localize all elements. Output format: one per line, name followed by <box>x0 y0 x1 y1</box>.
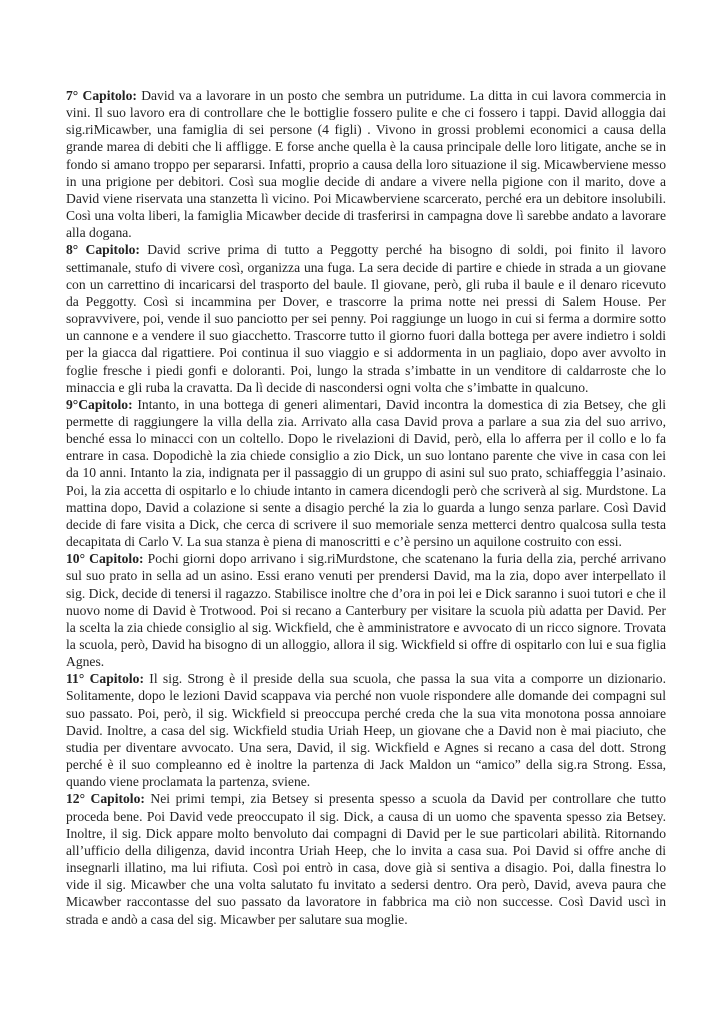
chapter-12-text: Nei primi tempi, zia Betsey si presenta spesso a scuola da David per controllare che tutto proceda bene. Poi David vede preoccupato il sig. Dick, a causa di un uomo che spaventa spesso zia Betsey. Inoltre, il sig. Dick appare molto benvoluto dai compagni di David per le sue particolari abilità. Ritornando all’ufficio della diligenza, david incontra Uriah Heep, che lo invita a casa sua. Poi David si offre anche di insegnarli illatino, ma lui rifiuta. Così poi entrò in casa, dove già si sentiva a disagio. Poi, dalla finestra lo vide il sig. Micawber che una volta salutato fu invitato a sedersi dentro. Ora però, David, aveva paura che Micawber raccontasse del suo passato da lavoratore in fabbrica ma ciò non successe. Così David uscì in strada e andò a casa del sig. Micawber per salutare sua moglie. <box>66 791 666 927</box>
document-page <box>66 87 666 928</box>
chapter-10-title: 10° Capitolo: <box>66 551 144 567</box>
chapter-7 <box>66 87 666 241</box>
chapter-9-text: Intanto, in una bottega di generi alimentari, David incontra la domestica di zia Betsey, che gli permette di raggiungere la villa della zia. Arrivato alla casa David prova a parlare a sua zia del suo arrivo, benché essa lo minacci con un coltello. Dopo le rivelazioni di David, però, ella lo afferra per il collo e lo fa entrare in casa. Dopodichè la zia chiede consiglio a zio Dick, un suo lontano parente che vive in casa con lei da 10 anni. Intanto la zia, indignata per il passaggio di un gruppo di asini sul suo prato, schiaffeggia l’asinaio. Poi, la zia accetta di ospitarlo e lo chiude intanto in camera dicendogli però che scriverà al sig. Murdstone. La mattina dopo, David a colazione si sente a disagio perché la zia lo guarda a lungo senza parlare. Così David decide di fare visita a Dick, che cerca di scrivere il suo memoriale senza metterci dentro qualcosa sulla testa decapitata di Carlo V. La sua stanza è piena di manoscritti e c’è persino un aquilone costruito con essi. <box>66 396 666 550</box>
chapter-10 <box>66 550 666 670</box>
chapter-9-title: 9°Capitolo: <box>66 396 133 412</box>
chapter-7-title: 7° Capitolo: <box>66 88 137 103</box>
chapter-10-text: Pochi giorni dopo arrivano i sig.riMurdstone, che scatenano la furia della zia, perché arrivano sul suo prato in sella ad un asino. Essi erano venuti per prendersi David, ma la zia, dopo aver interpellato il sig. Dick, decide di tenersi il ragazzo. Stabilisce inoltre che d’ora in poi lei e Dick saranno i suoi tutori e che il nuovo nome di David è Trotwood. Poi si recano a Canterbury per visitare la scuola più adatta per David. Per la scelta la zia chiede consiglio al sig. Wickfield, che è amministratore e avvocato di un ricco signore. Trovata la scuola, però, David ha bisogno di un alloggio, allora il sig. Wickfield si offre di ospitarlo con lui e sua figlia Agnes. <box>66 551 666 670</box>
chapter-12 <box>66 790 666 927</box>
chapter-11-text: Il sig. Strong è il preside della sua scuola, che passa la sua vita a comporre un dizionario. Solitamente, dopo le lezioni David scappava via perché non vuole rispondere alle domande dei compagni sul suo passato. Poi, però, il sig. Wickfield si preoccupa perché creda che la sua vita monotona possa annoiare David. Inoltre, a casa del sig. Wickfield studia Uriah Heep, un giovane che a David non è mai piaciuto, che studia per diventare avvocato. Una sera, David, il sig. Wickfield e Agnes si recano a casa del dott. Strong perché è il suo compleanno ed è inoltre la partenza di Jack Maldon un “amico” della sig.ra Strong. Essa, quando viene proclamata la partenza, sviene. <box>66 671 666 790</box>
chapter-9 <box>66 396 666 550</box>
chapter-12-title: 12° Capitolo: <box>66 791 145 807</box>
chapter-7-text: David va a lavorare in un posto che sembra un putridume. La ditta in cui lavora commercia in vini. Il suo lavoro era di controllare che le bottiglie fossero pulite e che ci fossero i tappi. David alloggia dai sig.riMicawber, una famiglia di sei persone (4 figli) . Vivono in grossi problemi economici a causa della grande marea di debiti che li affligge. E forse anche quella è la causa principale delle loro litigate, anche se in fondo si amano troppo per separarsi. Infatti, proprio a causa della loro situazione il sig. Micawberviene messo in una prigione per debitori. Così sua moglie decide di andare a vivere nella pigione con il marito, dove a David viene riservata una stanzetta lì vicino. Poi Micawberviene scarcerato, perché era un debitore insolubili. Così una volta liberi, la famiglia Micawber decide di trasferirsi in campagna dove lì sarebbe andato a lavorare alla dogana. <box>66 88 666 241</box>
chapter-8-title: 8° Capitolo: <box>66 242 140 258</box>
chapter-8 <box>66 241 666 395</box>
chapter-11 <box>66 670 666 790</box>
chapter-11-title: 11° Capitolo: <box>66 671 144 687</box>
chapter-8-text: David scrive prima di tutto a Peggotty perché ha bisogno di soldi, poi finito il lavoro settimanale, stufo di vivere così, organizza una fuga. La sera decide di partire e chiede in strada a un giovane con un carrettino di incaricarsi del trasporto del baule. Il giovane, però, gli ruba il baule e il denaro ricevuto da Peggotty. Così si incammina per Dover, e trascorre la prima notte nei pressi di Salem House. Per sopravvivere, poi, vende il suo panciotto per sei penny. Poi raggiunge un luogo in cui si ferma a dormire sotto un cannone e a vendere il suo giacchetto. Trascorre tutto il giorno fuori dalla bottega per avere indietro i soldi per la giacca dal rigattiere. Poi continua il suo viaggio e si addormenta in un pagliaio, dopo aver avvolto in foglie fresche i piedi gonfi e doloranti. Poi, lungo la strada s’imbatte in un venditore di caldarroste che lo minaccia e gli ruba la cravatta. Da lì decide di nascondersi ogni volta che s’imbatte in qualcuno. <box>66 242 666 395</box>
